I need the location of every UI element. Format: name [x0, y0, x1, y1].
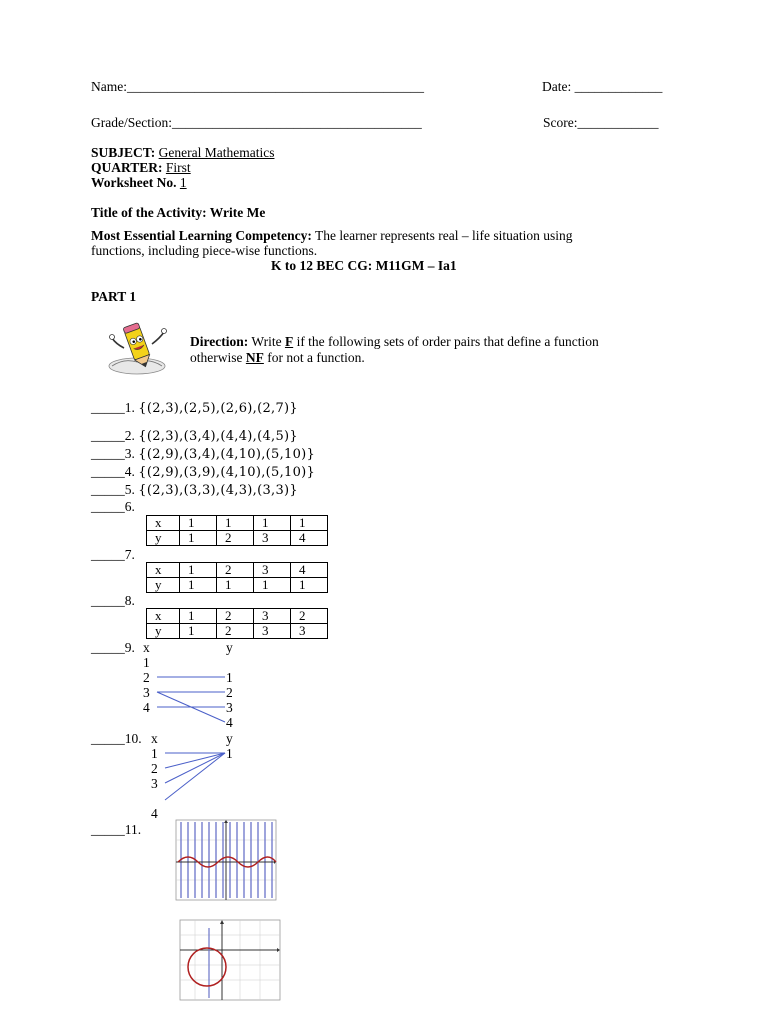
- score-field[interactable]: Score:____________: [543, 115, 659, 130]
- mapping-x-value: 4: [151, 806, 158, 821]
- subject-value: General Mathematics: [158, 145, 275, 160]
- direction-text: if the following sets of order pairs that define a function: [293, 334, 599, 349]
- melc-label: Most Essential Learning Competency:: [91, 228, 312, 243]
- table-cell: 3: [291, 624, 328, 639]
- answer-blank[interactable]: _____11.: [91, 822, 142, 837]
- mapping-x-value: 2: [143, 670, 150, 685]
- table-cell: 1: [180, 609, 217, 624]
- worksheet-label: Worksheet No.: [91, 175, 177, 190]
- table-cell: 1: [217, 516, 254, 531]
- answer-blank[interactable]: _____6.: [91, 499, 135, 514]
- table-cell: 1: [180, 516, 217, 531]
- ordered-pairs-set: {(2,3),(3,4),(4,4),(4,5)}: [138, 429, 298, 444]
- table-cell: 2: [217, 624, 254, 639]
- table-cell: 1: [254, 516, 291, 531]
- direction-label: Direction:: [190, 334, 249, 349]
- answer-blank[interactable]: _____2.: [91, 428, 135, 443]
- table-cell: 1: [180, 531, 217, 546]
- activity-title: Title of the Activity: Write Me: [91, 205, 266, 220]
- curriculum-code: K to 12 BEC CG: M11GM – Ia1: [271, 258, 457, 273]
- table-cell: x: [147, 516, 180, 531]
- table-cell: 2: [217, 563, 254, 578]
- graph-circle: [180, 920, 280, 1000]
- mapping-x-value: 4: [143, 700, 150, 715]
- mapping-x-value: 3: [143, 685, 150, 700]
- graph-vertical-lines: [176, 820, 276, 900]
- ordered-pairs-set: {(2,3),(2,5),(2,6),(2,7)}: [138, 401, 298, 416]
- table-cell: 2: [217, 531, 254, 546]
- table-cell: 3: [254, 624, 291, 639]
- name-field[interactable]: Name:____________________________________________: [91, 79, 424, 94]
- table-cell: 4: [291, 531, 328, 546]
- not-function-code: NF: [245, 350, 264, 365]
- mapping-y-value: 2: [226, 685, 233, 700]
- table-cell: 1: [180, 563, 217, 578]
- table-cell: y: [147, 578, 180, 593]
- mapping-y-value: 3: [226, 700, 233, 715]
- answer-blank[interactable]: _____8.: [91, 593, 135, 608]
- table-cell: 4: [291, 563, 328, 578]
- answer-blank[interactable]: _____10.: [91, 731, 142, 746]
- quarter-label: QUARTER:: [91, 160, 163, 175]
- direction-text: Write: [248, 334, 285, 349]
- table-cell: 3: [254, 531, 291, 546]
- direction-text: for not a function.: [263, 350, 365, 365]
- mapping-y-value: 4: [226, 715, 233, 730]
- mapping-x-value: 1: [151, 746, 158, 761]
- table-cell: 1: [254, 578, 291, 593]
- mapping-x-label: x: [143, 640, 150, 655]
- table-cell: 1: [291, 516, 328, 531]
- answer-blank[interactable]: _____1.: [91, 400, 135, 415]
- ordered-pairs-set: {(2,9),(3,4),(4,10),(5,10)}: [138, 447, 316, 462]
- table-cell: y: [147, 624, 180, 639]
- quarter-value: First: [165, 160, 191, 175]
- table-cell: 2: [291, 609, 328, 624]
- table-cell: 1: [291, 578, 328, 593]
- function-code: F: [284, 334, 294, 349]
- table-cell: 3: [254, 609, 291, 624]
- mapping-y-label: y: [226, 640, 233, 655]
- ordered-pairs-set: {(2,3),(3,3),(4,3),(3,3)}: [138, 483, 298, 498]
- answer-blank[interactable]: _____9.: [91, 640, 135, 655]
- table-cell: y: [147, 531, 180, 546]
- table-cell: 1: [180, 578, 217, 593]
- table-cell: 3: [254, 563, 291, 578]
- table-cell: 1: [180, 624, 217, 639]
- worksheet-value: 1: [179, 175, 187, 190]
- table-cell: 2: [217, 609, 254, 624]
- mapping-x-value: 1: [143, 655, 150, 670]
- answer-blank[interactable]: _____4.: [91, 464, 135, 479]
- table-cell: 1: [217, 578, 254, 593]
- mapping-y-label: y: [226, 731, 233, 746]
- answer-blank[interactable]: _____7.: [91, 547, 135, 562]
- grade-section-field[interactable]: Grade/Section:_____________________________________: [91, 115, 422, 130]
- table-cell: x: [147, 609, 180, 624]
- direction-text: otherwise: [190, 350, 246, 365]
- part-heading: PART 1: [91, 289, 137, 304]
- table-cell: x: [147, 563, 180, 578]
- mapping-x-label: x: [151, 731, 158, 746]
- mapping-y-value: 1: [226, 746, 233, 761]
- mapping-y-value: 1: [226, 670, 233, 685]
- mapping-x-value: 2: [151, 761, 158, 776]
- mapping-x-value: 3: [151, 776, 158, 791]
- answer-blank[interactable]: _____3.: [91, 446, 135, 461]
- date-field[interactable]: Date: _____________: [542, 79, 663, 94]
- answer-blank[interactable]: _____5.: [91, 482, 135, 497]
- ordered-pairs-set: {(2,9),(3,9),(4,10),(5,10)}: [138, 465, 316, 480]
- melc-line2: functions, including piece-wise functions.: [91, 243, 318, 258]
- subject-label: SUBJECT:: [91, 145, 156, 160]
- melc-text1: The learner represents real – life situation using: [311, 228, 573, 243]
